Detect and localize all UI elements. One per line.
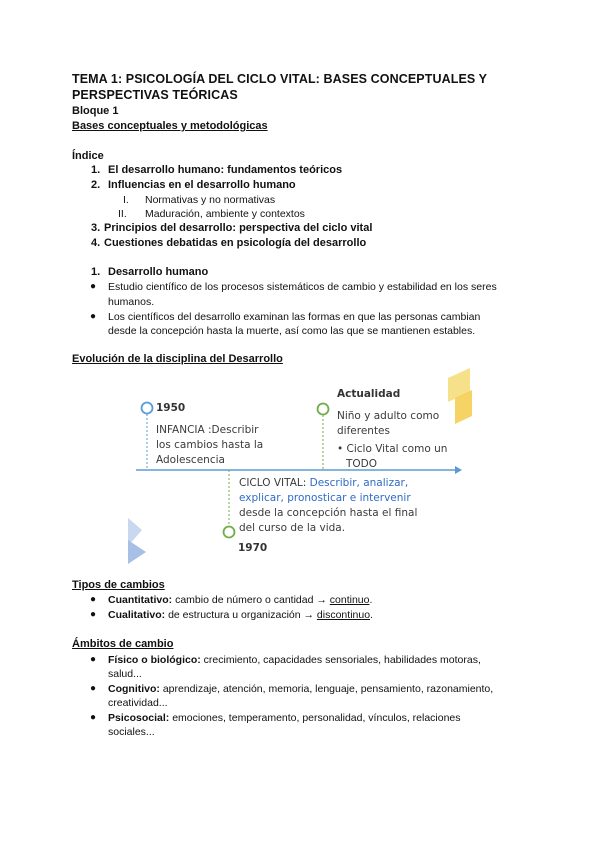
indice-item-4-num: 4. (91, 237, 101, 249)
marker-1950-dot (142, 403, 153, 414)
doc-title-line1: TEMA 1: PSICOLOGÍA DEL CICLO VITAL: BASES CONCEPTUALES Y (72, 72, 488, 86)
bullet-dot: ● (90, 281, 97, 292)
ambitos-heading: Ámbitos de cambio (72, 638, 174, 650)
tipos-item-1 (108, 594, 372, 606)
doc-subtitle: Bases conceptuales y metodológicas (72, 120, 268, 132)
bullet-dot: ● (90, 712, 97, 723)
actualidad-line2: diferentes (337, 425, 390, 437)
ambitos-item-1 (108, 654, 481, 666)
indice-subitem-2-num: II. (118, 208, 127, 220)
marker-1970-dot (224, 527, 235, 538)
doc-title-line2: PERSPECTIVAS TEÓRICAS (72, 88, 238, 102)
ciclo-vital-blue1: Describir, analizar, (309, 477, 409, 489)
ambitos-item-2-label: Cognitivo: (108, 683, 160, 695)
ambitos-item-1-label: Físico o biológico: (108, 654, 201, 666)
tipos-item-2 (108, 609, 373, 621)
bullet-dot: ● (90, 654, 97, 665)
actualidad-line3: • Ciclo Vital como un (337, 443, 448, 455)
ambitos-item-3 (108, 712, 461, 724)
actualidad-label: Actualidad (337, 388, 401, 400)
bullet-dot: ● (90, 311, 97, 322)
tipos-item-2-link: discontinuo (316, 609, 371, 621)
section1-bullet-1-line2: humanos. (108, 296, 155, 308)
indice-subitem-1: Normativas y no normativas (145, 194, 276, 206)
ambitos-item-3-label: Psicosocial: (108, 712, 170, 724)
section1-bullet-2-line1: Los científicos del desarrollo examinan las formas en que las personas cambian (108, 311, 481, 323)
bloque-label: Bloque 1 (72, 105, 119, 117)
actualidad-line1: Niño y adulto como (337, 410, 440, 422)
tipos-item-2-end: . (370, 609, 373, 621)
section1-bullet-2-line2: desde la concepción hasta la muerte, así como las que se mantienen estables. (108, 325, 476, 337)
evolucion-heading: Evolución de la disciplina del Desarrollo (72, 353, 283, 365)
ambitos-item-2-line2: creatividad... (108, 697, 168, 709)
tipos-item-2-label: Cualitativo: (108, 609, 166, 621)
infancia-line3: Adolescencia (156, 454, 225, 466)
indice-item-3-num: 3. (91, 222, 101, 234)
timeline-arrowhead (455, 466, 462, 474)
ambitos-item-3-text: emociones, temperamento, personalidad, vínculos, relaciones (169, 712, 461, 724)
ciclo-vital-line1 (239, 476, 408, 491)
ciclo-vital-line4: del curso de la vida. (239, 522, 346, 534)
section1-bullet-1-line1: Estudio científico de los procesos sistemáticos de cambio y estabilidad en los seres (108, 281, 497, 293)
tipos-item-1-text: cambio de número o cantidad → (172, 594, 330, 606)
tipos-item-1-label: Cuantitativo: (108, 594, 173, 606)
ciclo-vital-blue2: explicar, pronosticar e intervenir (239, 492, 411, 504)
section1-num: 1. (91, 266, 101, 278)
decor-blue-shape (128, 540, 146, 564)
year-1950: 1950 (156, 402, 186, 414)
infancia-line2: los cambios hasta la (156, 439, 264, 451)
indice-item-2-num: 2. (91, 179, 101, 191)
indice-item-1: El desarrollo humano: fundamentos teóricos (108, 164, 343, 176)
indice-item-1-num: 1. (91, 164, 101, 176)
ambitos-item-1-text: crecimiento, capacidades sensoriales, habilidades motoras, (200, 654, 481, 666)
marker-actualidad-dot (318, 404, 329, 415)
tipos-item-2-text: de estructura u organización → (165, 609, 317, 621)
indice-item-3: Principios del desarrollo: perspectiva del ciclo vital (104, 222, 373, 234)
ambitos-item-3-line2: sociales... (108, 726, 155, 738)
section1-heading: Desarrollo humano (108, 266, 209, 278)
indice-item-2: Influencias en el desarrollo humano (108, 179, 296, 191)
indice-item-4: Cuestiones debatidas en psicología del desarrollo (104, 237, 367, 249)
tipos-heading: Tipos de cambios (72, 579, 165, 591)
year-1970: 1970 (238, 542, 268, 554)
ambitos-item-1-line2: salud... (108, 668, 142, 680)
infancia-line1: INFANCIA :Describir (156, 424, 259, 436)
bullet-dot: ● (90, 594, 97, 605)
ambitos-item-2 (108, 683, 493, 695)
ciclo-vital-line3: desde la concepción hasta el final (239, 507, 418, 519)
bullet-dot: ● (90, 683, 97, 694)
ambitos-item-2-text: aprendizaje, atención, memoria, lenguaje, pensamiento, razonamiento, (159, 683, 494, 695)
indice-heading: Índice (72, 150, 104, 162)
tipos-item-1-end: . (369, 594, 373, 606)
actualidad-line4: TODO (346, 458, 378, 470)
bullet-dot: ● (90, 609, 97, 620)
indice-subitem-1-num: I. (123, 194, 129, 206)
ciclo-vital-prefix: CICLO VITAL: (239, 477, 310, 489)
tipos-item-1-link: continuo (329, 594, 370, 606)
indice-subitem-2: Maduración, ambiente y contextos (145, 208, 305, 220)
